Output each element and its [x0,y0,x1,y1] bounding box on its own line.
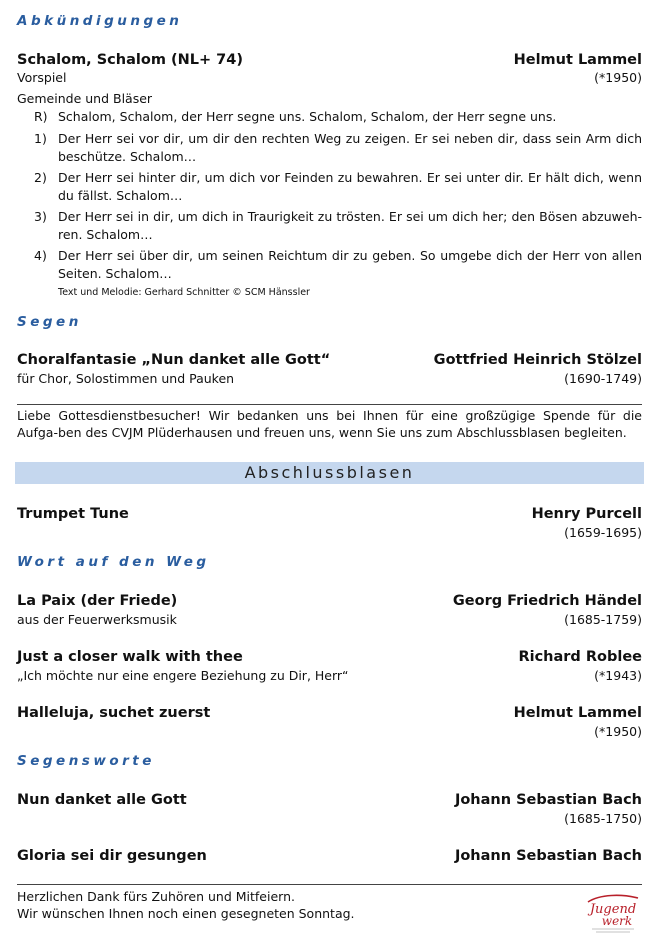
composer: Gottfried Heinrich Stölzel [433,352,642,368]
section-heading-abkuendigungen: Abkündigungen [17,13,183,29]
section-heading-wort: Wort auf den Weg [17,554,210,570]
piece-title: Trumpet Tune [17,506,129,522]
verse-3 [17,208,642,244]
performers: Gemeinde und Bläser [17,91,153,106]
verse-refrain [17,108,642,126]
footer-thanks: Herzlichen Dank fürs Zuhören und Mitfeiern. [17,889,295,904]
piece-title: Nun danket alle Gott [17,792,187,808]
verse-text: Der Herr sei über dir, um seinen Reichtum dir zu geben. So umgebe dich der Herr von allen Seiten. Schalom… [58,248,642,281]
svg-text:Jugend: Jugend [589,902,637,917]
piece-subtitle: aus der Feuerwerksmusik [17,612,177,627]
composer: Johann Sebastian Bach [454,792,642,808]
piece-subtitle: für Chor, Solostimmen und Pauken [17,371,235,386]
verse-text: Der Herr sei hinter dir, um dich vor Feinden zu bewahren. Er sei unter dir. Er hält dich, wenn du fällst. Schalom… [58,170,642,203]
donation-notice: Liebe Gottesdienstbesucher! Wir bedanken uns bei Ihnen für eine großzügige Spende für die Aufga-ben des CVJM Plüderhausen und freuen uns, wenn Sie uns zum Abschlussblasen begleiten. [17,408,642,440]
verse-label: 1) [34,131,47,146]
svg-text:werk: werk [601,914,633,928]
composer: Helmut Lammel [513,52,642,68]
piece-title: La Paix (der Friede) [17,593,178,609]
composer-dates: (1659-1695) [564,525,642,540]
composer: Johann Sebastian Bach [454,848,642,864]
verse-2 [17,169,642,205]
piece-title: Schalom, Schalom (NL+ 74) [17,52,243,68]
piece-title: Just a closer walk with thee [17,649,243,665]
banner-abschlussblasen: Abschlussblasen [15,462,644,484]
verse-label: R) [34,109,48,124]
divider [17,404,642,405]
verse-label: 3) [34,209,47,224]
section-heading-segensworte: Segensworte [17,753,155,769]
verse-text: Der Herr sei in dir, um dich in Traurigkeit zu trösten. Er sei um dich her; den Bösen abzuweh-ren. Schalom… [58,209,642,242]
footer-wishes: Wir wünschen Ihnen noch einen gesegneten Sonntag. [17,906,355,921]
composer: Helmut Lammel [513,705,642,721]
verse-1 [17,130,642,166]
piece-subtitle: Vorspiel [17,70,67,85]
piece-title: Gloria sei dir gesungen [17,848,207,864]
piece-title: Choralfantasie „Nun danket alle Gott“ [17,352,331,368]
verse-text: Schalom, Schalom, der Herr segne uns. Schalom, Schalom, der Herr segne uns. [58,109,557,124]
credit-line: Text und Melodie: Gerhard Schnitter © SCM Hänssler [58,287,310,298]
composer-dates: (1685-1759) [564,612,642,627]
section-heading-segen: Segen [17,314,82,330]
composer-dates: (*1950) [594,724,642,739]
composer-dates: (*1943) [594,668,642,683]
piece-title: Halleluja, suchet zuerst [17,705,211,721]
verse-label: 4) [34,248,47,263]
verse-4 [17,247,642,283]
composer: Georg Friedrich Händel [452,593,642,609]
jugendwerk-logo [582,892,644,936]
piece-subtitle: „Ich möchte nur eine engere Beziehung zu Dir, Herr“ [17,668,349,683]
verse-label: 2) [34,170,47,185]
composer-dates: (1685-1750) [564,811,642,826]
composer-dates: (*1950) [594,70,642,85]
verse-text: Der Herr sei vor dir, um dir den rechten Weg zu zeigen. Er sei neben dir, dass sein Arm dich beschütze. Schalom… [58,131,642,164]
composer-dates: (1690-1749) [564,371,642,386]
divider [17,884,642,885]
composer: Henry Purcell [531,506,642,522]
composer: Richard Roblee [518,649,642,665]
